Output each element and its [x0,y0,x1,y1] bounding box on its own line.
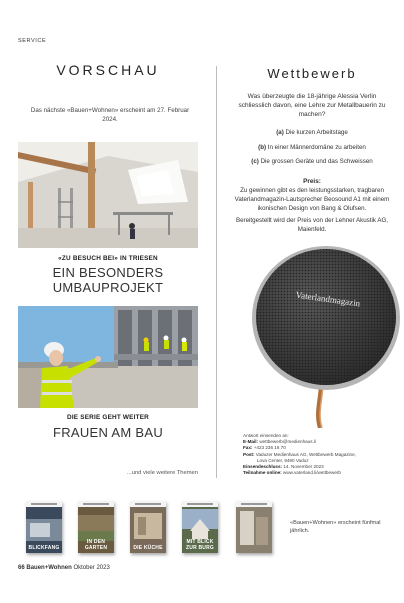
answer-c-letter: (c) [251,158,259,165]
section-label: SERVICE [18,38,47,44]
magazine-title-line2: DIE KÜCHE [133,544,163,551]
magazine-cover [130,501,166,553]
answer-a [232,129,392,136]
magazine-title-line1: MIT BLICK [186,539,214,545]
answer-b [232,144,392,151]
answer-c [232,158,392,165]
post-address-line1: Vaduzer Medienhaus AG, Wettbewerb Magazine, [255,451,356,457]
worker-photo [18,306,198,408]
online-label: Teilnahme online: [243,470,282,476]
publication-frequency: «Bauen+Wohnen» erscheint fünfmal jährlich. [290,520,381,534]
magazine-title-line2: ZUR BURG [186,544,214,551]
magazine-cover [236,501,272,553]
email-link[interactable]: wettbewerb@medienhaus.li [259,439,316,445]
contact-intro: Antwort einsenden an: [243,433,289,438]
speaker-brand: Vaterlandmagazin [295,289,361,309]
prize-text: Zu gewinnen gibt es den leistungsstarken, tragbaren Vaterlandmagazin-Lautsprecher Beosound A1 mit einem ikonischen Design von Bang & Olufsen. [234,187,390,212]
contest-heading: Wettbewerb [267,66,357,81]
answer-a-text: Die kurzen Arbeitstage [285,129,348,136]
story2-kicker: DIE SERIE GEHT WEITER [67,414,149,421]
issue-date: Oktober 2023 [73,565,110,571]
page-number: 66 [18,565,25,571]
fax-label: Fax: [243,445,253,451]
deadline-label: Einsendeschluss: [243,464,283,470]
story2-title: FRAUEN AM BAU [52,425,164,440]
story1-kicker: «ZU BESUCH BEI» IN TRIESEN [58,255,158,262]
post-address-line2: Lova Center, 9490 Vaduz [257,457,309,463]
magazine-cover [182,501,218,553]
preview-heading: VORSCHAU [56,62,160,78]
answer-b-letter: (b) [258,144,267,151]
story1-title-line1: EIN BESONDERS [52,265,164,280]
contact-info [243,433,393,476]
answer-b-text: In einer Männerdomäne zu arbeiten [267,144,366,151]
renovation-photo [18,142,198,248]
magazine-title-line2: IN DEN GARTEN [84,539,108,551]
contest-question: Was überzeugte die 18-jährige Alessia Verlin schliesslich davon, eine Lehre zur Metallbauerin zu machen? [238,93,386,118]
story1-title-line2: UMBAUPROJEKT [52,280,164,295]
answer-c-text: Die grossen Geräte und das Schweissen [260,158,373,165]
page-footer [18,565,110,571]
publication-name: Bauen+Wohnen [26,565,72,571]
deadline-date: 14. November 2023 [283,464,324,470]
speaker-image [250,242,404,428]
magazine-cover [26,501,62,553]
fax-number: +423 236 16 70 [253,445,286,451]
answer-a-letter: (a) [276,129,284,136]
more-topics: ...und viele weitere Themen [126,470,198,476]
email-label: E-Mail: [243,439,259,445]
magazine-title-line2: BLICKFANG [28,544,60,551]
magazine-cover [78,501,114,553]
preview-intro: Das nächste «Bauen+Wohnen» erscheint am 27. Februar 2024. [30,107,190,123]
column-divider [216,66,217,478]
prize-sponsor: Bereitgestellt wird der Preis von der Lehner Akustik AG, Maienfeld. [235,217,388,233]
post-label: Post: [243,451,255,457]
online-link[interactable]: www.vaterland.li/wettbewerb [283,470,341,476]
prize-title: Preis: [303,178,321,185]
